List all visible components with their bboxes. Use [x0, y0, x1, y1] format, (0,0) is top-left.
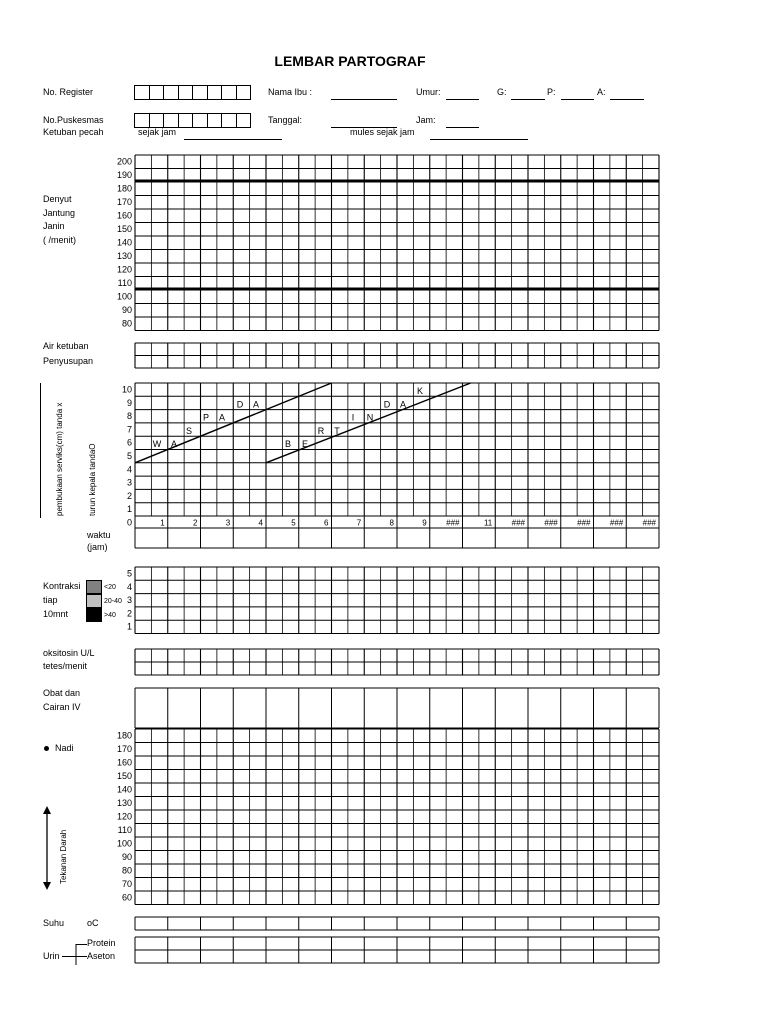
- hour-label-14: ###: [609, 518, 624, 528]
- penyusupan-label: Penyusupan: [43, 356, 94, 366]
- obat-grid[interactable]: [135, 688, 659, 728]
- serviks-scale-1: 1: [126, 504, 132, 515]
- hour-label-6: 7: [356, 518, 362, 528]
- djj-scale-200: 200: [116, 156, 132, 167]
- djj-scale-150: 150: [116, 224, 132, 234]
- serviks-vlabel: pembukaan serviks(cm) tanda x: [55, 402, 64, 516]
- waktu-label: waktu: [87, 530, 111, 540]
- suhu-label: Suhu: [43, 918, 65, 928]
- oksitosin-grid[interactable]: [135, 649, 659, 675]
- djj-label-3: Janin: [43, 221, 65, 231]
- djj-scale-100: 100: [116, 291, 132, 302]
- tekanan-darah-vlabel: Tekanan Darah: [59, 829, 68, 884]
- jam-unit-label: (jam): [87, 542, 108, 552]
- waspada-letter-6: A: [252, 399, 260, 410]
- legend-text-20-40: 20-40: [104, 598, 122, 605]
- djj-scale-110: 110: [117, 278, 132, 288]
- bertindak-letter-0: B: [284, 439, 292, 450]
- nadi-scale-70: 70: [121, 879, 132, 889]
- serviks-scale-5: 5: [126, 451, 132, 461]
- djj-scale-170: 170: [116, 197, 132, 207]
- serviks-scale-9: 9: [126, 397, 132, 408]
- hour-label-4: 5: [291, 518, 296, 528]
- tetes-menit-label: tetes/menit: [43, 661, 88, 671]
- nadi-scale-60: 60: [121, 892, 132, 903]
- air-ketuban-grid[interactable]: [135, 343, 659, 368]
- p-label: P:: [547, 87, 556, 97]
- hour-label-0: 1: [160, 518, 165, 528]
- djj-scale-80: 80: [121, 318, 132, 329]
- serviks-scale-6: 6: [126, 437, 132, 448]
- serviks-grid[interactable]: [135, 383, 659, 516]
- suhu-unit: oC: [87, 918, 99, 928]
- legend-text-lt20: <20: [104, 584, 116, 591]
- obat-label: Obat dan: [43, 688, 81, 698]
- nadi-scale-90: 90: [121, 852, 132, 862]
- kontraksi-scale-2: 2: [126, 608, 132, 619]
- djj-label-4: ( /menit): [43, 235, 77, 245]
- nadi-grid[interactable]: [135, 729, 659, 905]
- serviks-scale-8: 8: [126, 411, 132, 422]
- waspada-letter-0: W: [152, 439, 162, 450]
- nadi-scale-120: 120: [116, 811, 132, 822]
- djj-label-1: Denyut: [43, 194, 72, 204]
- kontraksi-scale-1: 1: [126, 621, 132, 632]
- bertindak-letter-1: E: [301, 439, 309, 450]
- aseton-label: Aseton: [87, 951, 116, 961]
- jam-label: Jam:: [416, 115, 436, 125]
- nadi-scale-130: 130: [116, 798, 132, 808]
- hour-label-7: 8: [389, 518, 394, 528]
- no-puskesmas-label: No.Puskesmas: [43, 115, 104, 125]
- nadi-scale-150: 150: [116, 771, 132, 781]
- waspada-letter-1: A: [170, 439, 178, 450]
- bertindak-letter-5: N: [366, 412, 374, 423]
- djj-scale-130: 130: [116, 251, 132, 261]
- waspada-letter-3: P: [202, 412, 210, 423]
- tanggal-label: Tanggal:: [268, 115, 303, 125]
- suhu-grid[interactable]: [135, 917, 659, 930]
- kontraksi-label-3: 10mnt: [43, 609, 69, 619]
- hour-label-8: 9: [422, 518, 427, 528]
- kontraksi-scale-3: 3: [126, 595, 132, 606]
- air-ketuban-label: Air ketuban: [43, 341, 89, 351]
- serviks-scale-10: 10: [121, 384, 132, 395]
- kontraksi-scale-4: 4: [126, 581, 132, 592]
- ketuban-pecah-label: Ketuban pecah: [43, 127, 104, 137]
- djj-scale-140: 140: [116, 237, 132, 248]
- hour-label-2: 3: [225, 518, 231, 528]
- djj-scale-90: 90: [121, 305, 132, 315]
- bertindak-letter-2: R: [317, 425, 325, 436]
- hour-label-10: 11: [483, 518, 493, 528]
- cairan-iv-label: Cairan IV: [43, 702, 81, 712]
- protein-label: Protein: [87, 938, 116, 948]
- hour-label-13: ###: [577, 518, 591, 528]
- nadi-label: Nadi: [55, 743, 74, 753]
- legend-text-gt40: >40: [104, 612, 116, 619]
- page-title: LEMBAR PARTOGRAF: [274, 53, 426, 69]
- serviks-scale-4: 4: [126, 464, 132, 475]
- umur-label: Umur:: [416, 87, 441, 97]
- kontraksi-scale-5: 5: [126, 568, 132, 579]
- djj-label-2: Jantung: [43, 208, 76, 218]
- waspada-letter-4: A: [218, 412, 226, 423]
- serviks-scale-3: 3: [126, 477, 132, 488]
- turun-kepala-vlabel: turun kepala tandaO: [88, 443, 97, 516]
- waspada-letter-5: D: [236, 399, 244, 410]
- nadi-scale-170: 170: [116, 744, 132, 754]
- mules-sejak-jam-label: mules sejak jam: [350, 127, 415, 137]
- hour-label-3: 4: [258, 518, 263, 528]
- hour-label-9: ###: [446, 518, 460, 528]
- bertindak-letter-4: I: [351, 412, 355, 423]
- bertindak-letter-8: K: [416, 386, 424, 396]
- hour-label-15: ###: [642, 518, 656, 528]
- urin-label: Urin: [43, 951, 60, 961]
- a-label: A:: [597, 87, 606, 97]
- djj-scale-190: 190: [116, 170, 132, 180]
- g-label: G:: [497, 87, 507, 97]
- waspada-letter-2: S: [185, 425, 193, 436]
- sejak-jam-label: sejak jam: [138, 127, 177, 137]
- hour-label-5: 6: [324, 518, 329, 528]
- nadi-scale-180: 180: [116, 730, 132, 741]
- no-register-label: No. Register: [43, 87, 94, 97]
- djj-scale-120: 120: [116, 264, 132, 275]
- serviks-scale-7: 7: [126, 424, 132, 435]
- nadi-scale-110: 110: [117, 825, 132, 835]
- kontraksi-label-1: Kontraksi: [43, 581, 81, 591]
- djj-scale-180: 180: [116, 183, 132, 194]
- djj-scale-160: 160: [116, 210, 132, 221]
- serviks-scale-2: 2: [126, 490, 132, 501]
- waktu-grid[interactable]: [135, 528, 659, 548]
- serviks-scale-0: 0: [126, 517, 132, 528]
- nadi-scale-80: 80: [121, 865, 132, 876]
- nama-ibu-label: Nama Ibu :: [268, 87, 313, 97]
- bertindak-letter-6: D: [383, 399, 391, 410]
- hour-label-12: ###: [544, 518, 558, 528]
- kontraksi-grid[interactable]: [135, 567, 659, 634]
- nadi-scale-100: 100: [116, 838, 132, 849]
- hour-label-1: 2: [193, 518, 198, 528]
- hour-label-11: ###: [511, 518, 525, 528]
- kontraksi-label-2: tiap: [43, 595, 58, 605]
- nadi-scale-140: 140: [116, 784, 132, 795]
- oksitosin-label: oksitosin U/L: [43, 648, 95, 658]
- nadi-scale-160: 160: [116, 757, 132, 768]
- bertindak-letter-3: T: [334, 425, 340, 436]
- urin-grid[interactable]: [135, 937, 659, 963]
- bertindak-letter-7: A: [399, 399, 407, 410]
